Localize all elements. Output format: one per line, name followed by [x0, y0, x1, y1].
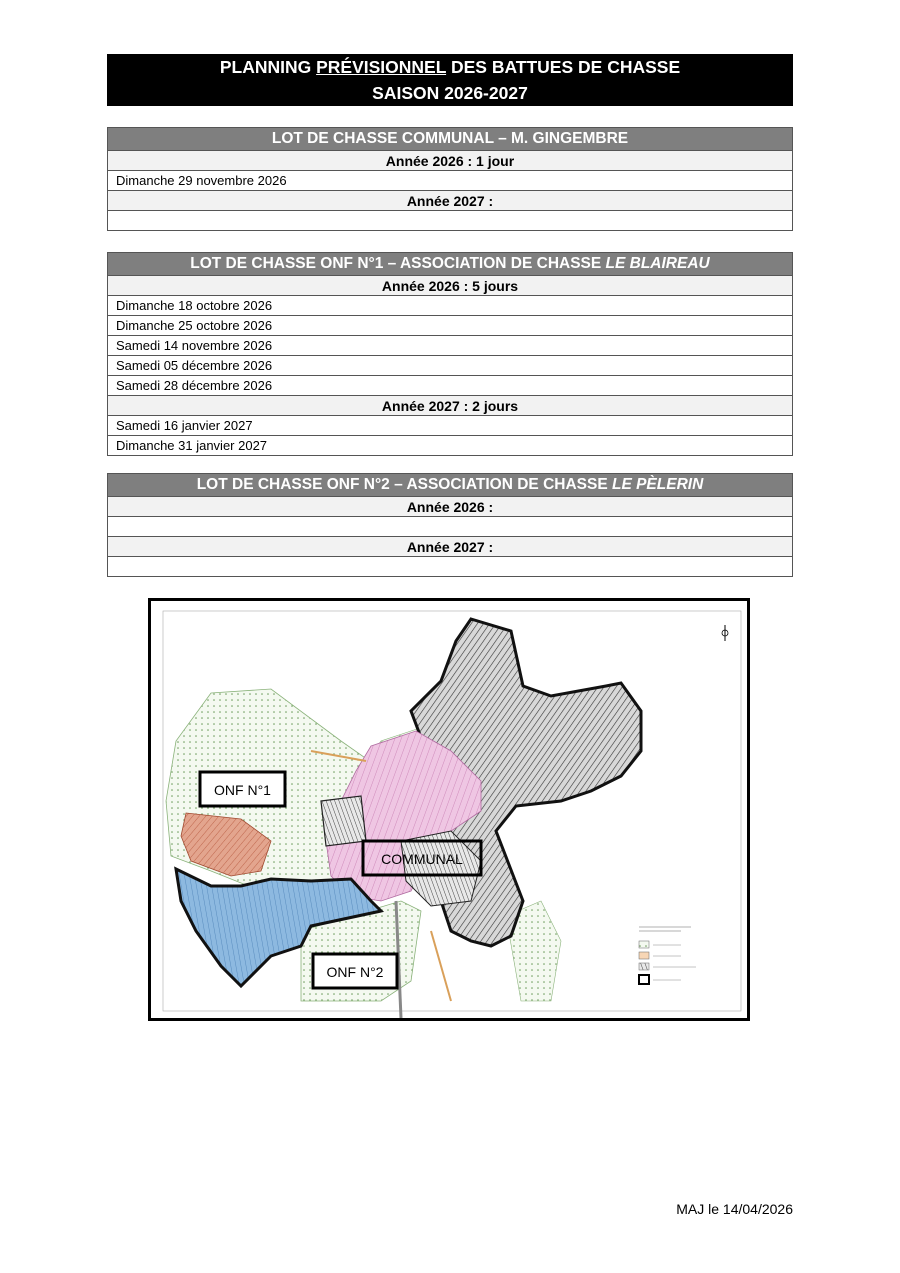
date-row: Samedi 16 janvier 2027 [108, 416, 793, 436]
lot-communal-table [107, 127, 793, 231]
empty-row [108, 211, 793, 231]
map-legend [637, 923, 737, 993]
map-drawing [151, 601, 747, 1018]
lot-onf1-table [107, 252, 793, 456]
lot-onf2-table [107, 473, 793, 577]
date-row: Dimanche 29 novembre 2026 [108, 171, 793, 191]
communal-label: COMMUNAL [381, 851, 463, 867]
season-label: SAISON 2026-2027 [372, 83, 528, 103]
empty-row [108, 517, 793, 537]
north-arrow-icon [722, 625, 728, 641]
onf1-label: ONF N°1 [214, 782, 271, 798]
year-2027-header: Année 2027 : 2 jours [108, 396, 793, 416]
document-title: PLANNING PRÉVISIONNEL DES BATTUES DE CHASSE SAISON 2026-2027 [107, 54, 793, 106]
lot-communal-title: LOT DE CHASSE COMMUNAL – M. GINGEMBRE [108, 128, 793, 151]
empty-row [108, 557, 793, 577]
date-row: Dimanche 18 octobre 2026 [108, 296, 793, 316]
date-row: Samedi 28 décembre 2026 [108, 376, 793, 396]
date-row: Dimanche 31 janvier 2027 [108, 436, 793, 456]
lot-onf2-title: LOT DE CHASSE ONF N°2 – ASSOCIATION DE CHASSE LE PÈLERIN [108, 474, 793, 497]
year-2027-header: Année 2027 : [108, 191, 793, 211]
update-date: MAJ le 14/04/2026 [676, 1201, 793, 1217]
date-row: Dimanche 25 octobre 2026 [108, 316, 793, 336]
lot-onf1-title: LOT DE CHASSE ONF N°1 – ASSOCIATION DE CHASSE LE BLAIREAU [108, 253, 793, 276]
year-2027-header: Année 2027 : [108, 537, 793, 557]
year-2026-header: Année 2026 : 1 jour [108, 151, 793, 171]
date-row: Samedi 14 novembre 2026 [108, 336, 793, 356]
date-row: Samedi 05 décembre 2026 [108, 356, 793, 376]
year-2026-header: Année 2026 : 5 jours [108, 276, 793, 296]
year-2026-header: Année 2026 : [108, 497, 793, 517]
hunting-lots-map [148, 598, 750, 1021]
onf2-label: ONF N°2 [326, 964, 384, 980]
